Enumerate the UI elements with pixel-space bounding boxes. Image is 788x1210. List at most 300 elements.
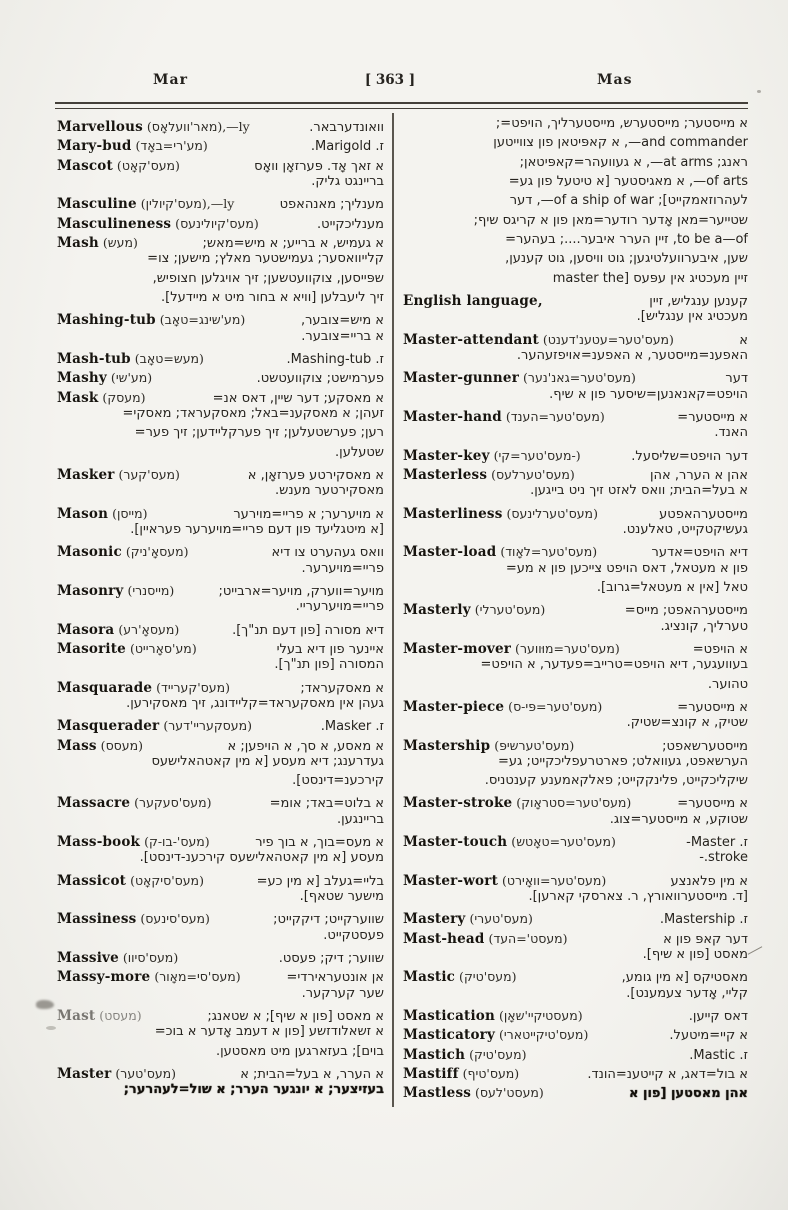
entry-line	[403, 329, 748, 348]
entry-left-part	[403, 966, 520, 985]
headword: Master-mover	[403, 640, 512, 657]
definition-text: בריינגען.	[336, 811, 384, 827]
definition-text: שטיק, א קונצ=שטיק.	[626, 715, 748, 731]
definition-text: פריי=מויערער.	[301, 560, 384, 576]
definition-text: דיא הויפט=אדער	[651, 545, 748, 561]
entry-left-part	[57, 309, 249, 328]
definition-text: המסורה [פון תנ"ך].	[274, 657, 384, 673]
headword: Mascot	[57, 157, 113, 174]
definition-text: שטוקע, א מייסטער=צוג.	[609, 811, 748, 827]
definition-text: ‎—and commander, א קאפּיטאן פון צווייטען	[493, 135, 748, 151]
headword: Massy-more	[57, 969, 151, 986]
entry-line	[57, 1044, 384, 1063]
definition-text: בעוועגער, דיא הויפט=טרייב=פעדער, א הויפט=	[480, 657, 748, 673]
entry-line	[403, 947, 748, 966]
definition-text: דער קאפּ פון א	[663, 931, 748, 947]
pronunciation: (מעס'טערלעס)	[487, 466, 575, 482]
entry-line	[57, 850, 384, 869]
entry-line	[57, 348, 384, 367]
headword: English language,	[403, 292, 543, 309]
headword: Mass-book	[57, 834, 141, 851]
entry-line	[57, 870, 384, 889]
running-head	[0, 72, 788, 94]
entry-line	[57, 715, 384, 734]
entry-line	[403, 425, 748, 444]
pronunciation: (מעסטיקיי'שאָן)	[495, 1008, 583, 1024]
entry-line	[403, 1024, 748, 1043]
entry-left-part	[403, 599, 549, 618]
definition-text: שען, איבערוועלטיגען; גוט וויסען, גוט קענען,	[505, 251, 748, 267]
entry-left-part	[403, 1024, 592, 1043]
entry-left-part	[57, 464, 184, 483]
pronunciation: (מע'סאָרייט)	[125, 640, 197, 656]
definition-text: פריי=מויערעריי.	[295, 599, 384, 615]
entry-left-part	[57, 1005, 146, 1024]
entry-left-part	[403, 831, 620, 850]
definition-text: מאסטיקס [א מין גומע,	[621, 970, 748, 986]
definition-text: זיך ליעבלען [וויא א בחור מיט א מיידעל].	[161, 289, 384, 305]
definition-text: מייסטערהאפט; מייס=	[624, 603, 748, 619]
entry-line	[57, 619, 384, 638]
definition-text: א בריי=צובער.	[301, 328, 384, 344]
entry-line	[403, 580, 748, 599]
definition-text: קענען ענגליש, זיין	[649, 293, 748, 309]
definition-text: to be a‎—of, זיין הערר איבער....; בעהער=	[505, 231, 748, 247]
definition-text: א געמיש, א ברייע; א מיש=מאש;	[202, 235, 384, 251]
entry-line	[57, 522, 384, 541]
entry-left-part	[57, 213, 263, 232]
entry-line	[403, 773, 748, 792]
entry-left-part	[403, 367, 640, 386]
pronunciation: (מעסקעריי'דער)	[159, 718, 252, 734]
entry-line	[57, 309, 384, 328]
pronunciation: (מעס'טער=עטענ'דענט)	[538, 331, 674, 347]
definition-text: איינער פון דיא בעלי	[276, 641, 384, 657]
pronunciation: (מעש)	[98, 234, 138, 250]
column-divider	[392, 113, 394, 1107]
entry-left-part	[403, 735, 578, 754]
entry-left-part	[57, 116, 254, 135]
entry-line	[403, 309, 748, 328]
entry-line	[403, 251, 748, 270]
entry-line	[403, 657, 748, 676]
headword: Mastich	[403, 1046, 466, 1063]
definition-text: מאסט [פון א שיף].	[642, 947, 748, 963]
entry-line	[57, 213, 384, 232]
definition-text: א מייסטער; מייסטערש, מייסטערליך, הויפט=;	[495, 116, 748, 131]
headword: Mashing-tub	[57, 312, 156, 329]
entry-left-part	[57, 792, 215, 811]
headword: Master-key	[403, 447, 490, 464]
headword: Masora	[57, 621, 115, 638]
entry-line	[57, 792, 384, 811]
pronunciation: (מעס'טער=לאָוד)	[496, 544, 598, 560]
headword: Mashy	[57, 370, 107, 387]
entry-line	[57, 483, 384, 502]
definition-text: מייסטערהאפטע	[659, 506, 748, 522]
entry-left-part	[57, 135, 212, 154]
entry-line	[403, 928, 748, 947]
pronunciation: (מעס'-בו-ק)	[140, 834, 210, 850]
pronunciation: (מעס'טער=הענד)	[501, 408, 605, 424]
pronunciation: (מעס'טער)	[111, 1066, 177, 1082]
entry-line	[57, 928, 384, 947]
definition-text: מישער שטאף].	[299, 889, 384, 905]
entry-left-part	[57, 387, 150, 406]
headword: Masculine	[57, 196, 137, 213]
entry-line	[403, 735, 748, 754]
entry-line	[57, 193, 384, 212]
entry-line	[57, 831, 384, 850]
headword: Master-attendant	[403, 331, 539, 348]
definition-text: א	[739, 332, 748, 348]
entry-line	[403, 908, 748, 927]
entry-left-part	[57, 677, 234, 696]
headword: Mash	[57, 234, 99, 251]
entry-line	[403, 986, 748, 1005]
pronunciation: (מעס'טערי)	[465, 911, 533, 927]
right-column	[403, 116, 748, 1102]
headword: Mast-head	[403, 930, 485, 947]
entry-line	[403, 271, 748, 290]
entry-line	[403, 1063, 748, 1082]
definition-text: בעזיצער; א יונגער הערר; א שול=לעהרער;	[123, 1082, 384, 1098]
definition-text: מענליכקייט.	[317, 216, 384, 232]
entry-left-part	[57, 232, 142, 251]
pronunciation: (מעס'טער=סטראָוק)	[512, 795, 632, 811]
definition-text: א בול=דאג, א קייטענ=הונד.	[587, 1067, 748, 1083]
definition-text: א מאסט [פון א שיף]; א שטאנג;	[207, 1009, 384, 1025]
definition-text: קליי, אָדער צעמענט].	[626, 985, 748, 1001]
definition-text: זיין מעכטיג אין עפּעס [master the	[552, 270, 748, 286]
headword: Mason	[57, 505, 109, 522]
headword: Masquarade	[57, 679, 153, 696]
headword: Massicot	[57, 872, 127, 889]
headword: Mastless	[403, 1085, 472, 1102]
entry-left-part	[403, 503, 602, 522]
headword: Mass	[57, 737, 97, 754]
definition-text: ז. Masker.	[320, 719, 384, 735]
headword: Mastiff	[403, 1066, 459, 1083]
definition-text: זעהן; א מאסקענ=באל; מאסקעראד; מאסקי=	[122, 405, 384, 421]
headword: Marvellous	[57, 119, 143, 135]
definition-text: טערליך, קונציג.	[660, 618, 748, 634]
scan-speck	[46, 1026, 56, 1030]
entry-line	[403, 831, 748, 850]
definition-text: מעכטיג אין ענגליש].	[636, 309, 748, 325]
pronunciation: (מעס'טיף)	[458, 1066, 520, 1082]
entry-line	[57, 889, 384, 908]
entry-left-part	[57, 193, 238, 212]
definition-text: שווער; דיק; פעסט.	[278, 951, 384, 967]
pronunciation: (מעסס)	[96, 737, 143, 753]
definition-text: [ד. מייסטערוואורץ, ר. צארסקי קארען].	[528, 889, 748, 905]
running-head-right-word: Mas	[597, 72, 633, 88]
definition-text: א בעל=הבית; וואס לאזט זיך ניט בייגען.	[530, 483, 748, 499]
entry-line	[57, 1082, 384, 1101]
entry-left-part	[403, 638, 624, 657]
pronunciation: (מעסט)	[95, 1008, 142, 1024]
headword: Master-hand	[403, 408, 502, 425]
entry-line	[403, 792, 748, 811]
pronunciation: (מע'רי=באָד)	[131, 138, 208, 154]
headword: Master-wort	[403, 872, 499, 889]
definition-text: אהן מאסטען [פון א	[629, 1086, 748, 1102]
pronunciation: (מעס'טער=וואָירט)	[498, 872, 607, 888]
pronunciation: (מעס'טער=מוּווער)	[511, 640, 620, 656]
entry-left-part	[403, 1005, 587, 1024]
pronunciation: (מעס'סי=מאָור)	[150, 969, 241, 985]
pronunciation: (מעס'סעקער)	[130, 795, 212, 811]
entry-line	[57, 561, 384, 580]
definition-text: א מאסקע; דער שיין, דאס אנ=	[212, 390, 384, 406]
entry-line	[57, 541, 384, 560]
pronunciation: (מאר'וועלאָס),—ly	[142, 119, 250, 134]
entry-line	[403, 599, 748, 618]
definition-text: הויפט=קאנאנען=שיסער פון א שיף.	[549, 386, 748, 402]
pronunciation: (מעש=טאָב)	[130, 350, 204, 366]
definition-text: א מאסקעראד;	[300, 680, 384, 696]
definition-text: שפּייסען, צוקוועטשען; זיך אויגלען חצופיש,	[152, 270, 384, 286]
entry-left-part	[57, 966, 245, 985]
definition-text: א מאסקירטע פּערזאָן, א	[247, 467, 384, 483]
headword: Masculineness	[57, 215, 172, 232]
ink-smudge	[36, 1000, 54, 1009]
entry-left-part	[403, 541, 601, 560]
entry-line	[57, 966, 384, 985]
pronunciation: (מעס'טיק)	[455, 969, 517, 985]
entry-line	[403, 638, 748, 657]
entry-line	[57, 986, 384, 1005]
definition-text: טאל [אין א מעטאל=גרוב].	[596, 579, 748, 595]
pronunciation: (מעסק)	[98, 389, 146, 405]
definition-text: דער הויפט=שליסעל.	[631, 448, 748, 464]
definition-text: שווערקייט; דיקקייט;	[273, 912, 384, 928]
definition-text: אהן א הערר, אהן	[650, 467, 748, 483]
definition-text: א זאך אָד. פּערזאָן וואָס	[254, 158, 384, 174]
page-number: [ 363 ]	[364, 72, 416, 88]
entry-line	[57, 406, 384, 425]
entry-line	[57, 251, 384, 270]
entry-line	[403, 387, 748, 406]
headword: Masterly	[403, 602, 471, 619]
headword: Mastery	[403, 911, 466, 928]
entry-line	[403, 754, 748, 773]
headword: Masticatory	[403, 1027, 496, 1044]
definition-text: דער	[725, 371, 748, 387]
left-column	[57, 116, 384, 1102]
entry-line	[403, 503, 748, 522]
entry-line	[403, 1082, 748, 1101]
pronunciation: (מעס'טער=פּי-ס)	[504, 698, 603, 714]
entry-line	[403, 116, 748, 135]
entry-left-part	[57, 638, 201, 657]
definition-text: א מאסע, א סך, א הויפען; א	[227, 738, 384, 754]
pronunciation: (מעסאָ'ניק)	[121, 544, 189, 560]
pronunciation: (מעס'טער=גאנ'נער)	[519, 370, 636, 386]
entry-line	[403, 1044, 748, 1063]
entry-line	[403, 1005, 748, 1024]
headword: Massiness	[57, 911, 137, 928]
entry-line	[403, 812, 748, 831]
definition-text: שיקליכקייט, פלינקקייט; פאלקאמענע קענטניס.	[484, 773, 748, 789]
definition-text: א קיי=מיטעל.	[669, 1028, 748, 1044]
headword: Master-load	[403, 544, 497, 561]
definition-text: מייסטערשאפט;	[662, 738, 748, 754]
entry-left-part	[57, 619, 183, 638]
entry-line	[57, 503, 384, 522]
definition-text: [א מיטגליעד פון דעם פריי=מויערער פעראיין].	[130, 521, 384, 537]
entry-line	[57, 1063, 384, 1082]
pronunciation: (מעס'טיקייטארי)	[495, 1027, 589, 1043]
definition-text: האפענ=מייסטער, א האפענ=אויפזעהער.	[516, 347, 748, 363]
entry-line	[57, 387, 384, 406]
entry-line	[403, 522, 748, 541]
scan-speck	[757, 90, 761, 93]
definition-text: דיא מסורה [פון דעם תנ"ך].	[232, 622, 384, 638]
definition-text: געשיקטקייט, טאלענט.	[622, 521, 748, 537]
entry-left-part	[57, 908, 214, 927]
entry-line	[403, 367, 748, 386]
headword: Mary-bud	[57, 138, 132, 155]
definition-text: שטייער=מאן אָדער רודער=מאן פון א קריגס שיף;	[473, 212, 748, 228]
headword: Mask	[57, 389, 99, 406]
entry-line	[403, 193, 748, 212]
entry-left-part	[403, 792, 635, 811]
definition-text: פערמישט; צוקוועטשט.	[256, 371, 384, 387]
definition-text: שטעלען.	[335, 444, 384, 460]
definition-text: א מייסטער=	[677, 699, 748, 715]
entry-line	[403, 155, 748, 174]
definition-text: געהן אין מאסקעראד=קליידונג, זיך מאסקירען.	[126, 695, 384, 711]
definition-text: א הויפט=	[692, 641, 748, 657]
definition-text: א מייסטער=	[677, 409, 748, 425]
entry-left-part	[57, 1063, 180, 1082]
definition-text: א מויערער; א פריי=מוירער	[233, 506, 384, 522]
entry-left-part	[57, 715, 256, 734]
entry-left-part	[403, 406, 609, 425]
entry-line	[57, 232, 384, 251]
entry-line	[57, 754, 384, 773]
entry-line	[57, 677, 384, 696]
entry-line	[403, 696, 748, 715]
entry-line	[403, 348, 748, 367]
headword: Massive	[57, 950, 119, 967]
pronunciation: (מעס'סינעס)	[136, 911, 210, 927]
definition-text: א מעס=בוך, א בוך פיר	[255, 835, 384, 851]
running-head-left-word: Mar	[153, 72, 188, 88]
pronunciation: (מעס'טערלינעס)	[502, 505, 598, 521]
definition-text: בריינגט גליק.	[311, 173, 384, 189]
entry-line	[57, 657, 384, 676]
definition-text: ז. Mastership.	[659, 912, 748, 928]
definition-text: ז. Mashing-tub.	[286, 351, 384, 367]
pronunciation: (מעס'קערייד)	[152, 679, 230, 695]
pronunciation: (מעס'סיוו)	[118, 950, 179, 966]
entry-left-part	[57, 348, 208, 367]
definition-text: מעסע [א מין קאטהאלישעס קירכענ-דינסט].	[139, 850, 384, 866]
definition-text: א בלוט=באד; אומ=	[269, 796, 384, 812]
entry-left-part	[57, 831, 214, 850]
entry-line	[57, 425, 384, 444]
entry-line	[57, 1005, 384, 1024]
pronunciation: (מייסן)	[108, 505, 148, 521]
headword: Masonic	[57, 544, 122, 561]
definition-text: ‎—of arts, א מאגיסטער [א טיטעל פון גע=	[508, 173, 748, 189]
entry-left-part	[57, 541, 193, 560]
entry-line	[403, 135, 748, 154]
entry-line	[403, 445, 748, 464]
entry-left-part	[57, 503, 151, 522]
headword: Master-gunner	[403, 370, 520, 387]
definition-text: פון א מעטאל, דאס הויפט צייכען פון א מע=	[505, 560, 748, 576]
entry-line	[57, 599, 384, 618]
entry-left-part	[57, 580, 178, 599]
entry-line	[403, 213, 748, 232]
headword: Masorite	[57, 640, 126, 657]
definition-text: ז. Mastic.	[689, 1047, 748, 1063]
pronunciation: (מעס'קער)	[114, 466, 180, 482]
definition-text: קלייוואסער; געמישטער מאלץ; מישען; צו=	[147, 251, 384, 267]
definition-text: טהוער.	[707, 676, 748, 692]
definition-text: א זשאלודזשע [פון א דעמב אָדער א בוכ=	[154, 1024, 384, 1040]
pronunciation: (מייסנרי)	[123, 582, 175, 598]
entry-line	[57, 445, 384, 464]
entry-left-part	[403, 1082, 548, 1101]
entry-line	[403, 483, 748, 502]
entry-line	[57, 464, 384, 483]
entry-line	[57, 696, 384, 715]
definition-text: שער קערקער.	[301, 985, 384, 1001]
pronunciation: (מעס'טער=קי-)	[489, 447, 581, 463]
entry-line	[403, 870, 748, 889]
entry-line	[403, 677, 748, 696]
pronunciation: (מעס'טערשיפּ)	[490, 737, 575, 753]
entry-line	[57, 947, 384, 966]
headword: Mastication	[403, 1008, 496, 1025]
entry-left-part	[57, 155, 184, 174]
definition-text: הערשאפט, געוואלט; פארטרעפליכקייט; גע=	[498, 753, 748, 769]
headword: Mast	[57, 1008, 96, 1025]
pronunciation: (מעסט'לעס)	[471, 1085, 544, 1101]
entry-line	[403, 232, 748, 251]
entry-line	[57, 116, 384, 135]
headword: Masonry	[57, 582, 124, 599]
entry-line	[403, 541, 748, 560]
entry-left-part	[403, 1044, 530, 1063]
pronunciation: (מעס'טער=טאָטש)	[507, 834, 616, 850]
entry-left-part	[57, 735, 147, 754]
entry-left-part	[403, 290, 547, 309]
headword: Masterliness	[403, 505, 503, 522]
entry-line	[57, 773, 384, 792]
entry-left-part	[403, 696, 606, 715]
definition-text: ז. Marigold.	[310, 139, 384, 155]
definition-text: א מייסטער=	[677, 796, 748, 812]
entry-line	[57, 271, 384, 290]
headword: Mastic	[403, 969, 456, 986]
definition-text: אן אונטעראירדי=	[286, 970, 384, 986]
pronunciation: (מע'שי)	[106, 370, 153, 386]
entry-line	[403, 966, 748, 985]
pencil-mark	[748, 946, 763, 954]
definition-text: א הערר, א בעל=הבית; א	[240, 1067, 384, 1083]
headword: Masquerader	[57, 718, 160, 735]
entry-line	[57, 580, 384, 599]
headword: Mastership	[403, 737, 491, 754]
headword: Master-piece	[403, 698, 505, 715]
entry-line	[403, 406, 748, 425]
